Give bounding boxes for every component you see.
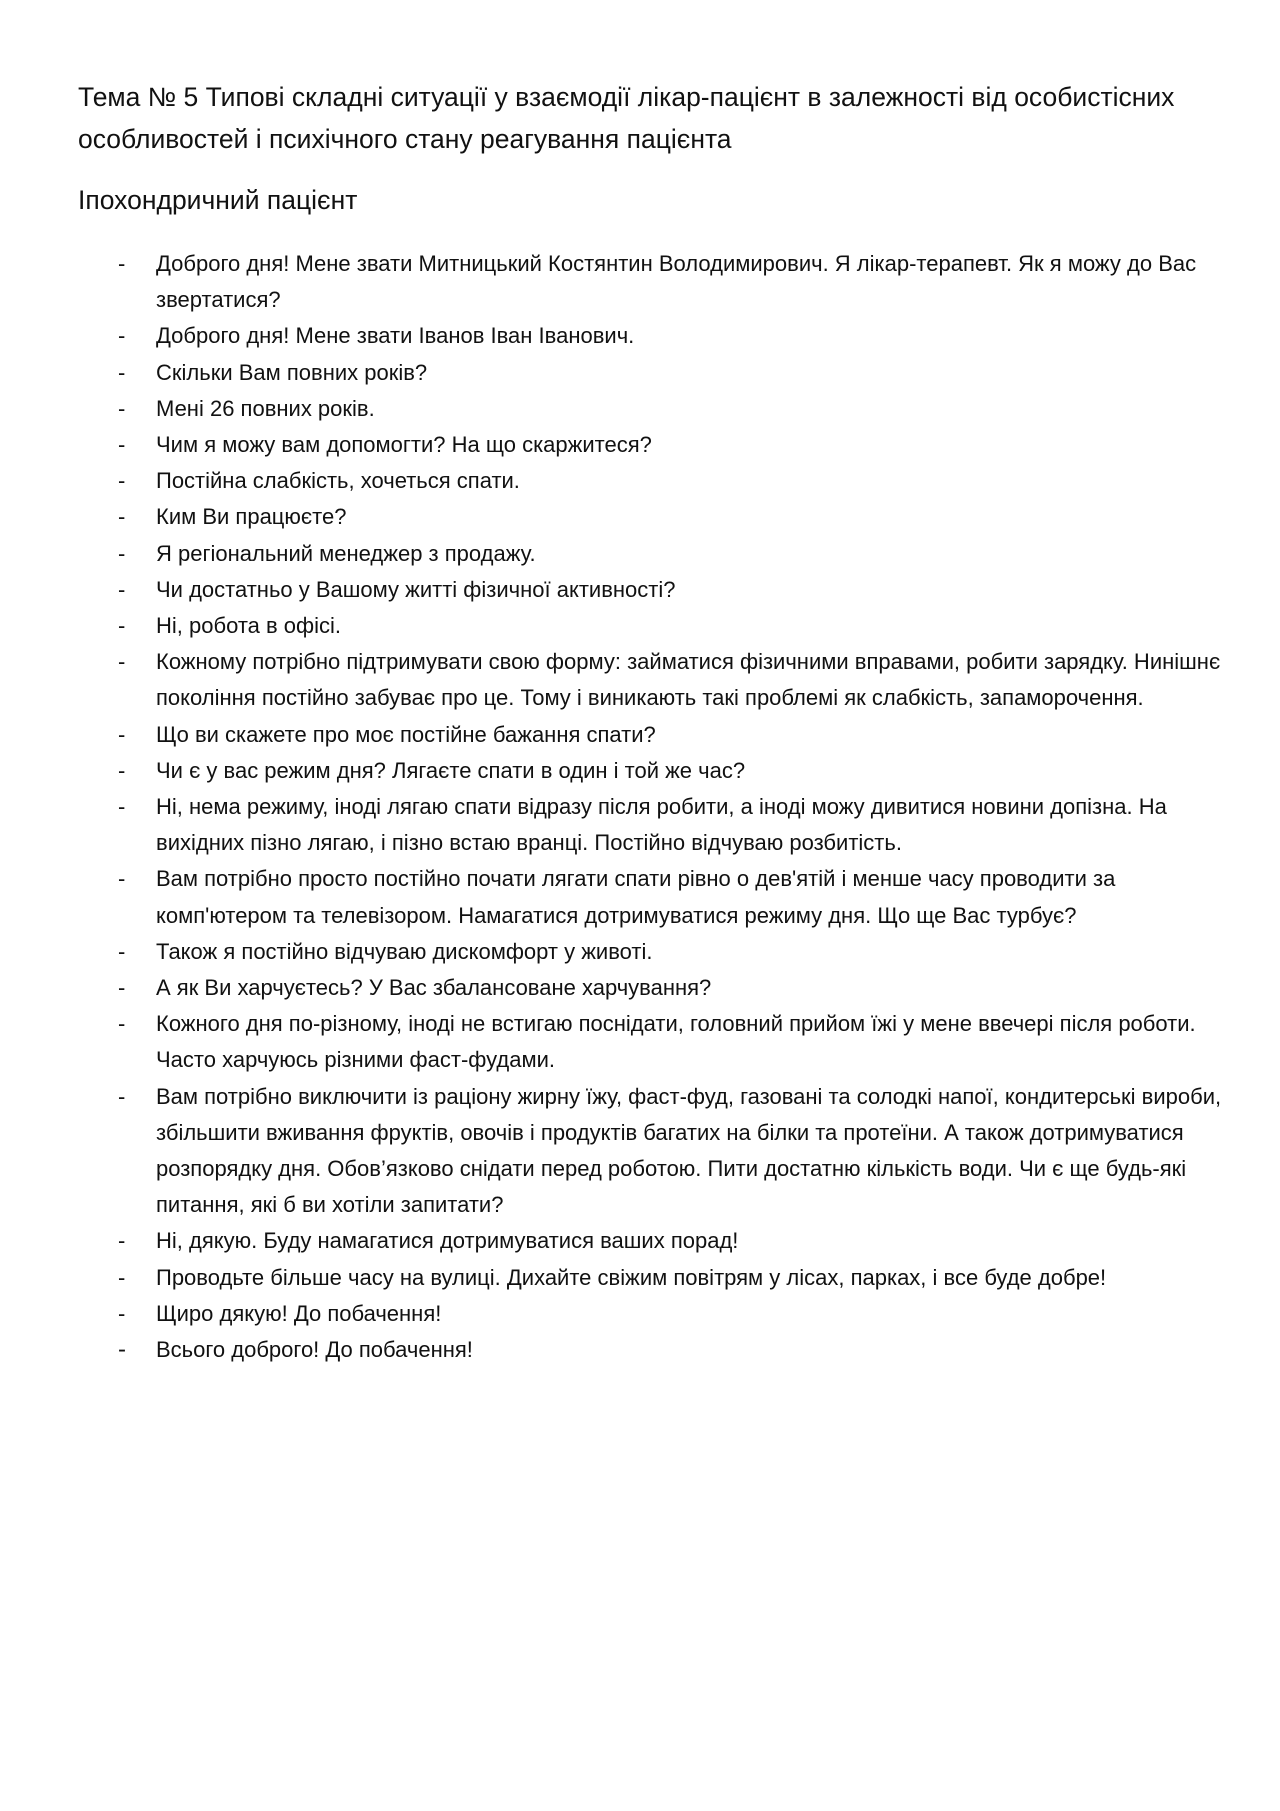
dialogue-text: Кожному потрібно підтримувати свою форму: займатися фізичними вправами, робити зарядку. Нинішнє покоління постійно забуває про це. Тому і виникають такі проблемі як слабкість, запаморочення. — [156, 649, 1221, 711]
bullet-dash: - — [118, 975, 126, 1001]
bullet-dash: - — [118, 613, 126, 639]
dialogue-line — [78, 572, 1220, 608]
dialogue-text: Мені 26 повних років. — [156, 395, 375, 421]
bullet-dash: - — [118, 504, 126, 530]
bullet-dash: - — [118, 757, 126, 783]
bullet-dash: - — [118, 721, 126, 747]
bullet-dash: - — [118, 540, 126, 566]
dialogue-text: Також я постійно відчуваю дискомфорт у животі. — [156, 938, 653, 964]
dialogue-text: Щиро дякую! До побачення! — [156, 1300, 442, 1326]
dialogue-text: Ні, дякую. Буду намагатися дотримуватися ваших порад! — [156, 1228, 739, 1254]
bullet-dash: - — [118, 395, 126, 421]
dialogue-line — [78, 1223, 1220, 1259]
dialogue-line — [78, 355, 1220, 391]
dialogue-line — [78, 1006, 1220, 1078]
bullet-dash: - — [118, 323, 126, 349]
dialogue-text: Проводьте більше часу на вулиці. Дихайте свіжим повітрям у лісах, парках, і все буде добре! — [156, 1264, 1107, 1290]
dialogue-line — [78, 1260, 1220, 1296]
section-heading: Іпохондричний пацієнт — [78, 185, 358, 215]
dialogue-text: Кожного дня по-різному, іноді не встигаю поснідати, головний прийом їжі у мене ввечері після роботи. Часто харчуюсь різними фаст-фудами. — [156, 1011, 1196, 1073]
dialogue-line — [78, 608, 1220, 644]
dialogue-text: Я регіональний менеджер з продажу. — [156, 540, 536, 566]
dialogue-text: Чи є у вас режим дня? Лягаєте спати в один і той же час? — [156, 757, 746, 783]
dialogue-text: Скільки Вам повних років? — [156, 359, 428, 385]
dialogue-line — [78, 1079, 1220, 1224]
dialogue-line — [78, 753, 1220, 789]
bullet-dash: - — [118, 1300, 126, 1326]
dialogue-text: Всього доброго! До побачення! — [156, 1337, 473, 1363]
bullet-dash: - — [118, 866, 126, 892]
dialogue-text: Ні, робота в офісі. — [156, 613, 342, 639]
dialogue-line — [78, 463, 1220, 499]
document-title: Тема № 5 Типові складні ситуації у взаємодії лікар-пацієнт в залежності від особистісних особливостей і психічного стану реагування пацієнта — [78, 82, 1175, 154]
dialogue-text: Вам потрібно виключити із раціону жирну їжу, фаст-фуд, газовані та солодкі напої, кондитерські вироби, збільшити вживання фруктів, овочів і продуктів багатих на білки та протеїни. А також дотримуватися розпорядку дня. Обов’язково снідати перед роботою. Пити достатню кількість води. Чи є ще будь-які питання, які б ви хотіли запитати? — [156, 1083, 1222, 1218]
bullet-dash: - — [118, 359, 126, 385]
dialogue-line — [78, 427, 1220, 463]
bullet-dash: - — [118, 1264, 126, 1290]
dialogue-line — [78, 318, 1220, 354]
dialogue-line — [78, 1296, 1220, 1332]
bullet-dash: - — [118, 1228, 126, 1254]
dialogue-text: Доброго дня! Мене звати Митницький Костянтин Володимирович. Я лікар-терапевт. Як я можу до Вас звертатися? — [156, 251, 1197, 313]
dialogue-text: Постійна слабкість, хочеться спати. — [156, 468, 520, 494]
dialogue-line — [78, 861, 1220, 933]
dialogue-text: Доброго дня! Мене звати Іванов Іван Іванович. — [156, 323, 635, 349]
dialogue-text: Ні, нема режиму, іноді лягаю спати відразу після робити, а іноді можу дивитися новини допізна. На вихідних пізно лягаю, і пізно встаю вранці. Постійно відчуваю розбитість. — [156, 794, 1167, 856]
bullet-dash: - — [118, 432, 126, 458]
bullet-dash: - — [118, 1011, 126, 1037]
dialogue-text: Чи достатньо у Вашому житті фізичної активності? — [156, 576, 676, 602]
bullet-dash: - — [118, 251, 126, 276]
bullet-dash: - — [118, 468, 126, 494]
dialogue-text: Що ви скажете про моє постійне бажання спати? — [156, 721, 656, 747]
dialogue-list — [78, 246, 1220, 1368]
dialogue-line — [78, 644, 1220, 716]
dialogue-line — [78, 391, 1220, 427]
bullet-dash: - — [118, 1336, 126, 1364]
dialogue-text: Ким Ви працюєте? — [156, 504, 347, 530]
bullet-dash: - — [118, 794, 126, 820]
dialogue-line — [78, 499, 1220, 535]
dialogue-line — [78, 970, 1220, 1006]
dialogue-text: Чим я можу вам допомогти? На що скаржитеся? — [156, 432, 652, 458]
dialogue-text: А як Ви харчуєтесь? У Вас збалансоване харчування? — [156, 975, 712, 1001]
bullet-dash: - — [118, 576, 126, 602]
dialogue-line — [78, 717, 1220, 753]
dialogue-line — [78, 789, 1220, 861]
bullet-dash: - — [118, 649, 126, 675]
dialogue-line — [78, 1332, 1220, 1368]
dialogue-line — [78, 536, 1220, 572]
bullet-dash: - — [118, 1083, 126, 1109]
bullet-dash: - — [118, 938, 126, 964]
dialogue-text: Вам потрібно просто постійно почати лягати спати рівно о дев'ятій і менше часу проводити за комп'ютером та телевізором. Намагатися дотримуватися режиму дня. Що ще Вас турбує? — [156, 866, 1116, 928]
dialogue-line — [78, 246, 1220, 318]
dialogue-line — [78, 934, 1220, 970]
